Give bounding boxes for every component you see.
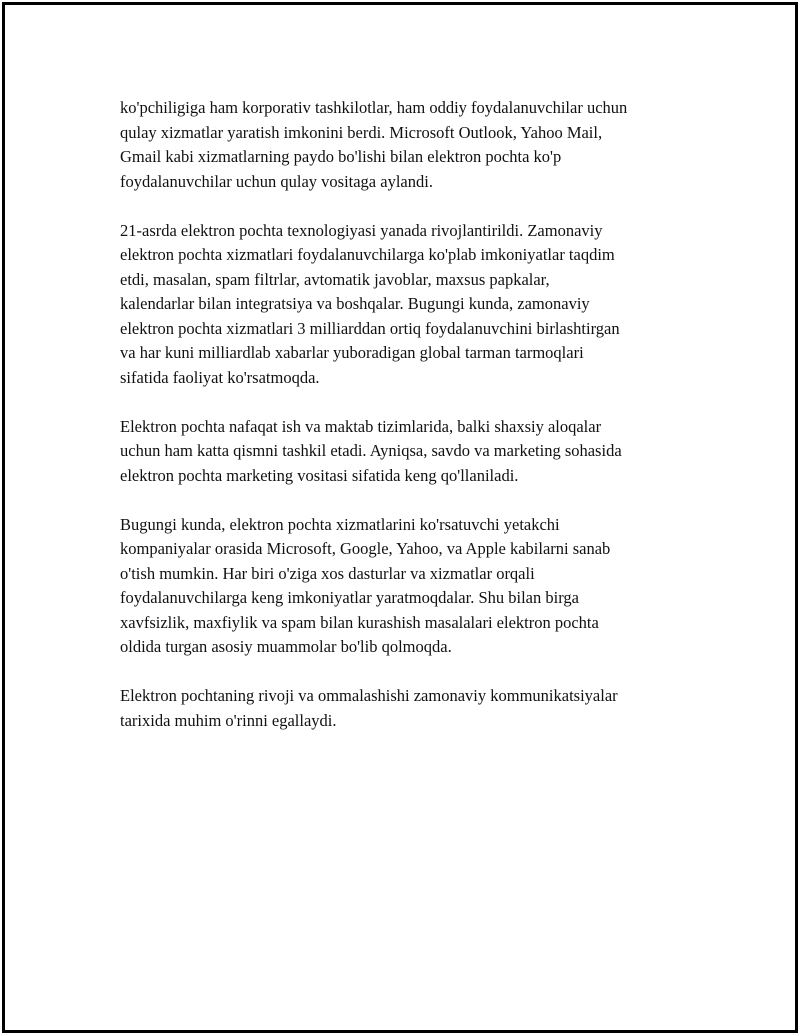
text-line: sifatida faoliyat ko'rsatmoqda. (120, 367, 320, 387)
text-line: kompaniyalar orasida Microsoft, Google, Yahoo, va Apple kabilarni sanab (120, 539, 611, 558)
text-line: elektron pochta xizmatlari foydalanuvchilarga ko'plab imkoniyatlar taqdim (120, 245, 615, 264)
text-line: etdi, masalan, spam filtrlar, avtomatik javoblar, maxsus papkalar, (120, 269, 550, 289)
text-line: Bugungi kunda, elektron pochta xizmatlarini ko'rsatuvchi yetakchi (120, 514, 560, 534)
text-line: tarixida muhim o'rinni egallaydi. (120, 710, 337, 730)
text-line: Gmail kabi xizmatlarning paydo bo'lishi bilan elektron pochta ko'p (120, 147, 562, 166)
text-line: uchun ham katta qismni tashkil etadi. Ayniqsa, savdo va marketing sohasida (120, 441, 622, 460)
text-line: foydalanuvchilar uchun qulay vositaga aylandi. (120, 171, 433, 191)
page-frame (2, 2, 798, 1033)
text-line: va har kuni milliardlab xabarlar yuboradigan global tarman tarmoqlari (120, 343, 584, 362)
paragraph-4 (120, 513, 700, 660)
text-line: elektron pochta xizmatlari 3 milliarddan ortiq foydalanuvchini birlashtirgan (120, 318, 620, 338)
text-line: qulay xizmatlar yaratish imkonini berdi. Microsoft Outlook, Yahoo Mail, (120, 122, 603, 142)
text-line: ko'pchiligiga ham korporativ tashkilotlar, ham oddiy foydalanuvchilar uchun (120, 98, 628, 117)
paragraph-1 (120, 96, 700, 194)
text-line: foydalanuvchilarga keng imkoniyatlar yaratmoqdalar. Shu bilan birga (120, 588, 579, 607)
text-line: o'tish mumkin. Har biri o'ziga xos dasturlar va xizmatlar orqali (120, 563, 535, 583)
paragraph-2 (120, 219, 700, 391)
text-line: elektron pochta marketing vositasi sifatida keng qo'llaniladi. (120, 465, 519, 485)
text-line: Elektron pochta nafaqat ish va maktab tizimlarida, balki shaxsiy aloqalar (120, 416, 602, 436)
text-line: kalendarlar bilan integratsiya va boshqalar. Bugungi kunda, zamonaviy (120, 294, 590, 313)
document-body (120, 96, 700, 758)
text-line: oldida turgan asosiy muammolar bo'lib qolmoqda. (120, 637, 452, 656)
paragraph-5 (120, 684, 700, 733)
paragraph-3 (120, 415, 700, 489)
text-line: xavfsizlik, maxfiylik va spam bilan kurashish masalalari elektron pochta (120, 612, 599, 632)
text-line: 21-asrda elektron pochta texnologiyasi yanada rivojlantirildi. Zamonaviy (120, 220, 603, 240)
text-line: Elektron pochtaning rivoji va ommalashishi zamonaviy kommunikatsiyalar (120, 686, 618, 705)
